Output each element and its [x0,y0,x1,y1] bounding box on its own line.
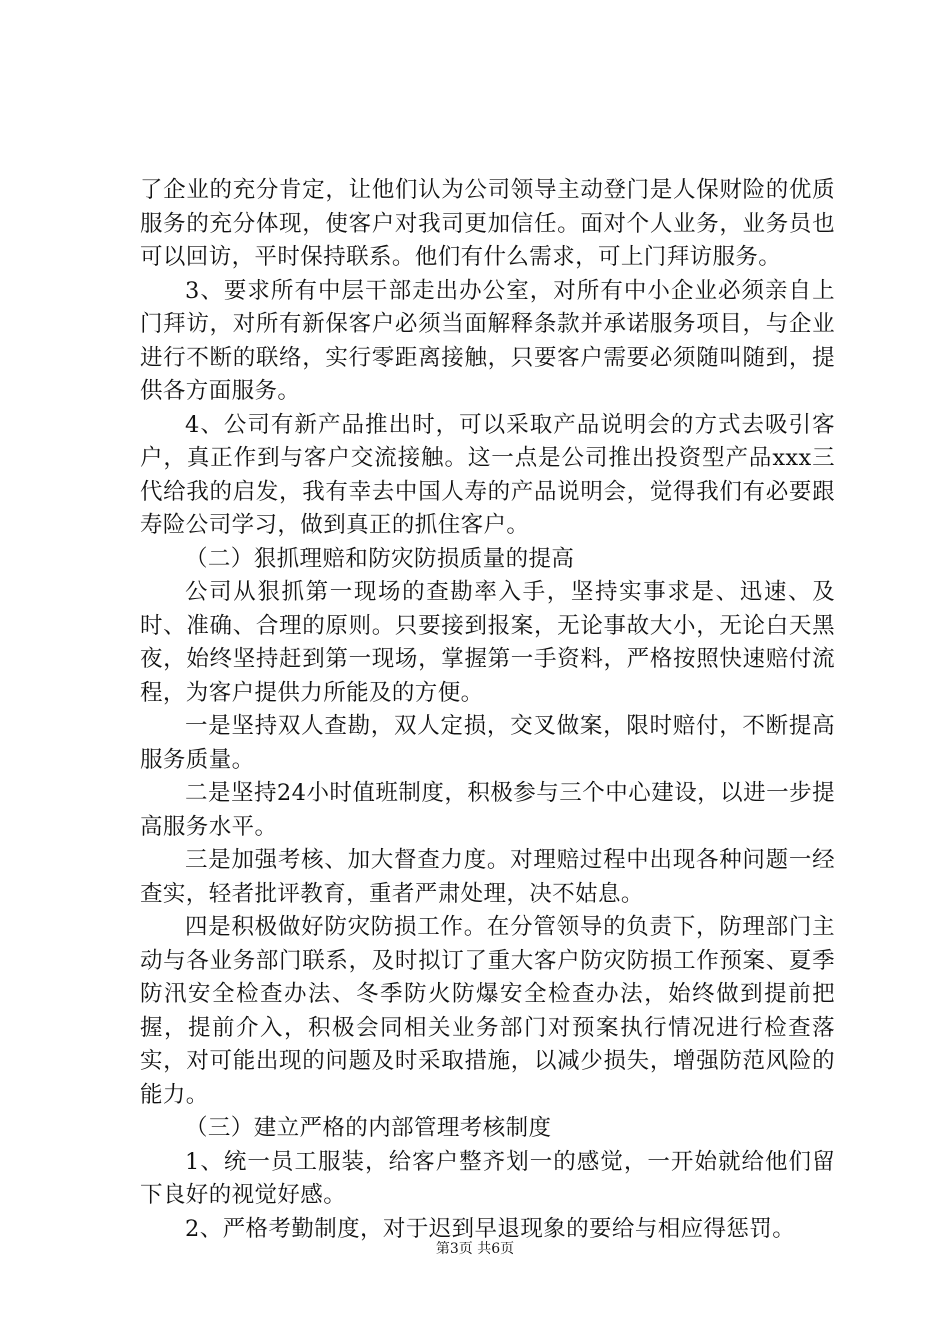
paragraph-1: 了企业的充分肯定，让他们认为公司领导主动登门是人保财险的优质服务的充分体现，使客户对我司更加信任。面对个人业务，业务员也可以回访，平时保持联系。他们有什么需求，可上门拜访服务。 [140,177,835,270]
paragraph-12: 2、严格考勤制度，对于迟到早退现象的要给与相应得惩罚。 [185,1215,796,1242]
paragraph-9: 四是积极做好防灾防损工作。在分管领导的负责下，防理部门主动与各业务部门联系，及时拟订了重大客户防灾防损工作预案、夏季防汛安全检查办法、冬季防火防爆安全检查办法，始终做到提前把握，提前介入，积极会同相关业务部门对预案执行情况进行检查落实，对可能出现的问题及时采取措施，以减少损失，增强防范风险的能力。 [140,914,835,1108]
paragraph-2: 3、要求所有中层干部走出办公室，对所有中小企业必须亲自上门拜访，对所有新保客户必须当面解释条款并承诺服务项目，与企业进行不断的联络，实行零距离接触，只要客户需要必须随叫随到，提供各方面服务。 [140,277,835,404]
paragraph-7: 二是坚持24小时值班制度，积极参与三个中心建设，以进一步提高服务水平。 [140,780,835,840]
paragraph-5: 公司从狠抓第一现场的查勘率入手，坚持实事求是、迅速、及时、准确、合理的原则。只要接到报案，无论事故大小，无论白天黑夜，始终坚持赶到第一现场，掌握第一手资料，严格按照快速赔付流程，为客户提供力所能及的方便。 [140,579,835,706]
document-body [140,174,835,1246]
section-heading-3: （三）建立严格的内部管理考核制度 [185,1115,552,1141]
paragraph-3: 4、公司有新产品推出时，可以采取产品说明会的方式去吸引客户，真正作到与客户交流接触。这一点是公司推出投资型产品xxx三代给我的启发，我有幸去中国人寿的产品说明会，觉得我们有必要跟寿险公司学习，做到真正的抓住客户。 [140,411,835,538]
paragraph-11: 1、统一员工服装，给客户整齐划一的感觉，一开始就给他们留下良好的视觉好感。 [140,1148,835,1208]
page-number-footer: 第3页 共6页 [435,1241,515,1257]
section-heading-2: （二）狠抓理赔和防灾防损质量的提高 [185,545,575,572]
paragraph-8: 三是加强考核、加大督查力度。对理赔过程中出现各种问题一经查实，轻者批评教育，重者严肃处理，决不姑息。 [140,847,835,907]
paragraph-6: 一是坚持双人查勘，双人定损，交叉做案，限时赔付，不断提高服务质量。 [140,713,835,773]
